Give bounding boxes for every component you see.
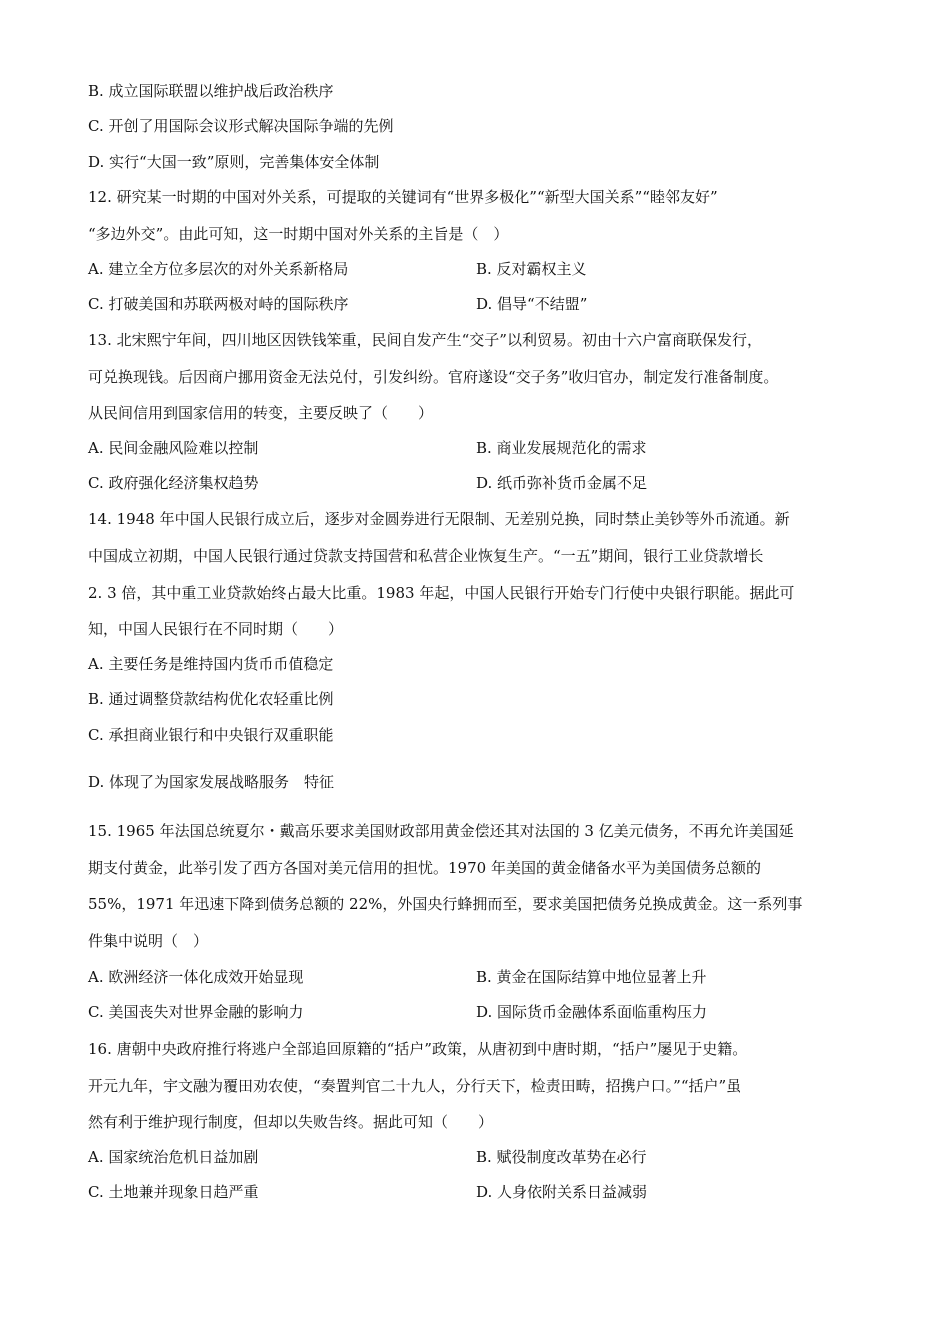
q12-option-d: D. 倡导“不结盟”	[476, 295, 588, 313]
q13-option-c: C. 政府强化经济集权趋势	[88, 474, 259, 492]
q11-option-d: D. 实行“大国一致”原则，完善集体安全体制	[88, 153, 380, 171]
q15-option-b: B. 黄金在国际结算中地位显著上升	[476, 968, 707, 986]
q15-option-a: A. 欧洲经济一体化成效开始显现	[88, 968, 304, 986]
q15-stem-line-1: 15. 1965 年法国总统夏尔・戴高乐要求美国财政部用黄金偿还其对法国的 3 亿美元债务，不再允许美国延	[88, 822, 794, 840]
q16-option-b: B. 赋役制度改革势在必行	[476, 1148, 647, 1166]
q13-option-d: D. 纸币弥补货币金属不足	[476, 474, 648, 492]
q16-stem-line-3: 然有利于维护现行制度，但却以失败告终。据此可知（ ）	[88, 1113, 494, 1131]
q13-option-a: A. 民间金融风险难以控制	[88, 439, 259, 457]
q14-stem-line-2: 中国成立初期，中国人民银行通过贷款支持国营和私营企业恢复生产。“一五”期间，银行工业贷款增长	[88, 547, 764, 565]
q15-stem-line-2: 期支付黄金，此举引发了西方各国对美元信用的担忧。1970 年美国的黄金储备水平为美国债务总额的	[88, 859, 761, 877]
q16-stem-line-2: 开元九年，宇文融为覆田劝农使，“奏置判官二十九人，分行天下，检责田畴，招携户口。”“括户”虽	[88, 1077, 742, 1095]
q11-option-b: B. 成立国际联盟以维护战后政治秩序	[88, 82, 334, 100]
q16-stem-line-1: 16. 唐朝中央政府推行将逃户全部追回原籍的“括户”政策，从唐初到中唐时期，“括户”屡见于史籍。	[88, 1040, 748, 1058]
q15-option-c: C. 美国丧失对世界金融的影响力	[88, 1003, 304, 1021]
q15-stem-line-3: 55%，1971 年迅速下降到债务总额的 22%，外国央行蜂拥而至，要求美国把债务兑换成黄金。这一系列事	[88, 895, 803, 913]
q13-stem-line-2: 可兑换现钱。后因商户挪用资金无法兑付，引发纠纷。官府遂设“交子务”收归官办，制定发行准备制度。	[88, 368, 779, 386]
q12-stem-line-1: 12. 研究某一时期的中国对外关系，可提取的关键词有“世界多极化”“新型大国关系”“睦邻友好”	[88, 188, 718, 206]
q13-option-b: B. 商业发展规范化的需求	[476, 439, 647, 457]
q15-option-d: D. 国际货币金融体系面临重构压力	[476, 1003, 708, 1021]
q12-option-a: A. 建立全方位多层次的对外关系新格局	[88, 260, 349, 278]
q12-option-b: B. 反对霸权主义	[476, 260, 587, 278]
q14-stem-line-4: 知，中国人民银行在不同时期（ ）	[88, 620, 344, 638]
q12-stem-line-2: “多边外交”。由此可知，这一时期中国对外关系的主旨是（ ）	[88, 225, 509, 243]
q14-option-b: B. 通过调整贷款结构优化农轻重比例	[88, 690, 334, 708]
q14-option-d: D. 体现了为国家发展战略服务 特征	[88, 773, 335, 791]
q12-option-c: C. 打破美国和苏联两极对峙的国际秩序	[88, 295, 349, 313]
q11-option-c: C. 开创了用国际会议形式解决国际争端的先例	[88, 117, 394, 135]
q14-stem-line-1: 14. 1948 年中国人民银行成立后，逐步对金圆券进行无限制、无差别兑换，同时禁止美钞等外币流通。新	[88, 510, 790, 528]
q16-option-a: A. 国家统治危机日益加剧	[88, 1148, 259, 1166]
q16-option-c: C. 土地兼并现象日趋严重	[88, 1183, 259, 1201]
q14-stem-line-3: 2. 3 倍，其中重工业贷款始终占最大比重。1983 年起，中国人民银行开始专门行使中央银行职能。据此可	[88, 584, 795, 602]
q14-option-a: A. 主要任务是维持国内货币币值稳定	[88, 655, 334, 673]
q13-stem-line-1: 13. 北宋熙宁年间，四川地区因铁钱笨重，民间自发产生“交子”以利贸易。初由十六户富商联保发行，	[88, 331, 762, 349]
q13-stem-line-3: 从民间信用到国家信用的转变，主要反映了（ ）	[88, 404, 434, 422]
q16-option-d: D. 人身依附关系日益减弱	[476, 1183, 648, 1201]
q15-stem-line-4: 件集中说明（ ）	[88, 932, 209, 950]
q14-option-c: C. 承担商业银行和中央银行双重职能	[88, 726, 334, 744]
